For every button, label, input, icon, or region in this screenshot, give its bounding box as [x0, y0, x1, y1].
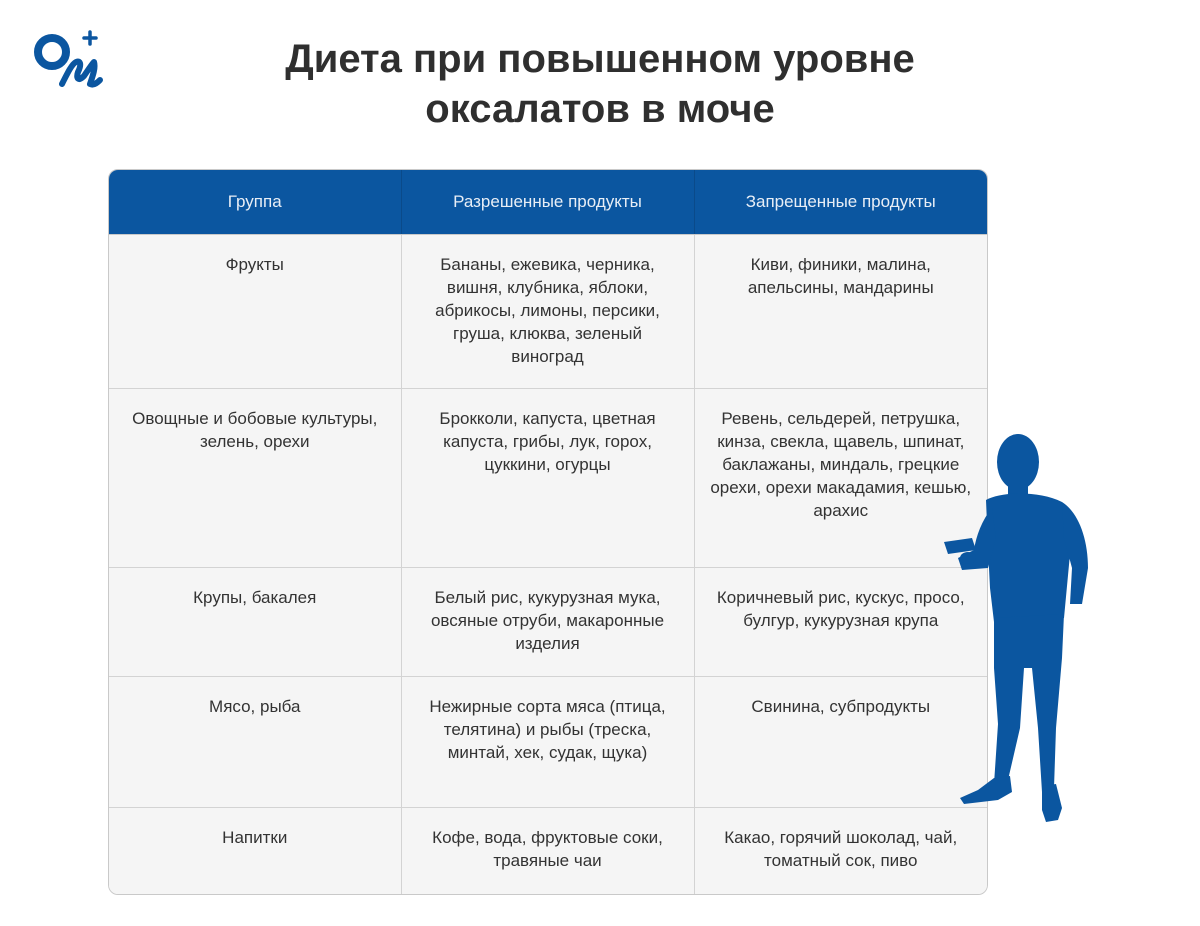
table-row [109, 235, 987, 389]
person-with-tablet-icon [938, 428, 1093, 828]
cell-allowed: Кофе, вода, фруктовые соки, травяные чаи [401, 808, 694, 894]
cell-allowed: Белый рис, кукурузная мука, овсяные отруби, макаронные изделия [401, 568, 694, 677]
cell-forbidden: Киви, финики, малина, апельсины, мандарины [694, 235, 987, 389]
table-row [109, 677, 987, 808]
table-header-row [109, 170, 987, 235]
cell-forbidden: Ревень, сельдерей, петрушка, кинза, свекла, щавель, шпинат, баклажаны, миндаль, грецкие орехи, орехи макадамия, кешью, арахис [694, 389, 987, 568]
diet-table [108, 169, 988, 895]
cell-group: Мясо, рыба [109, 677, 401, 808]
header-forbidden: Запрещенные продукты [694, 170, 987, 235]
cell-group: Напитки [109, 808, 401, 894]
table-row [109, 568, 987, 677]
table-row [109, 389, 987, 568]
brand-logo-icon [32, 28, 104, 96]
cell-allowed: Нежирные сорта мяса (птица, телятина) и рыбы (треска, минтай, хек, судак, щука) [401, 677, 694, 808]
cell-allowed: Бананы, ежевика, черника, вишня, клубника, яблоки, абрикосы, лимоны, персики, груша, клюква, зеленый виноград [401, 235, 694, 389]
page-title: Диета при повышенном уровне оксалатов в моче [285, 37, 915, 131]
cell-forbidden: Какао, горячий шоколад, чай, томатный сок, пиво [694, 808, 987, 894]
cell-group: Фрукты [109, 235, 401, 389]
cell-group: Крупы, бакалея [109, 568, 401, 677]
cell-forbidden: Свинина, субпродукты [694, 677, 987, 808]
cell-group: Овощные и бобовые культуры, зелень, орехи [109, 389, 401, 568]
header-group: Группа [109, 170, 401, 235]
header-allowed: Разрешенные продукты [401, 170, 694, 235]
cell-forbidden: Коричневый рис, кускус, просо, булгур, кукурузная крупа [694, 568, 987, 677]
table-row [109, 808, 987, 894]
cell-allowed: Брокколи, капуста, цветная капуста, грибы, лук, горох, цуккини, огурцы [401, 389, 694, 568]
